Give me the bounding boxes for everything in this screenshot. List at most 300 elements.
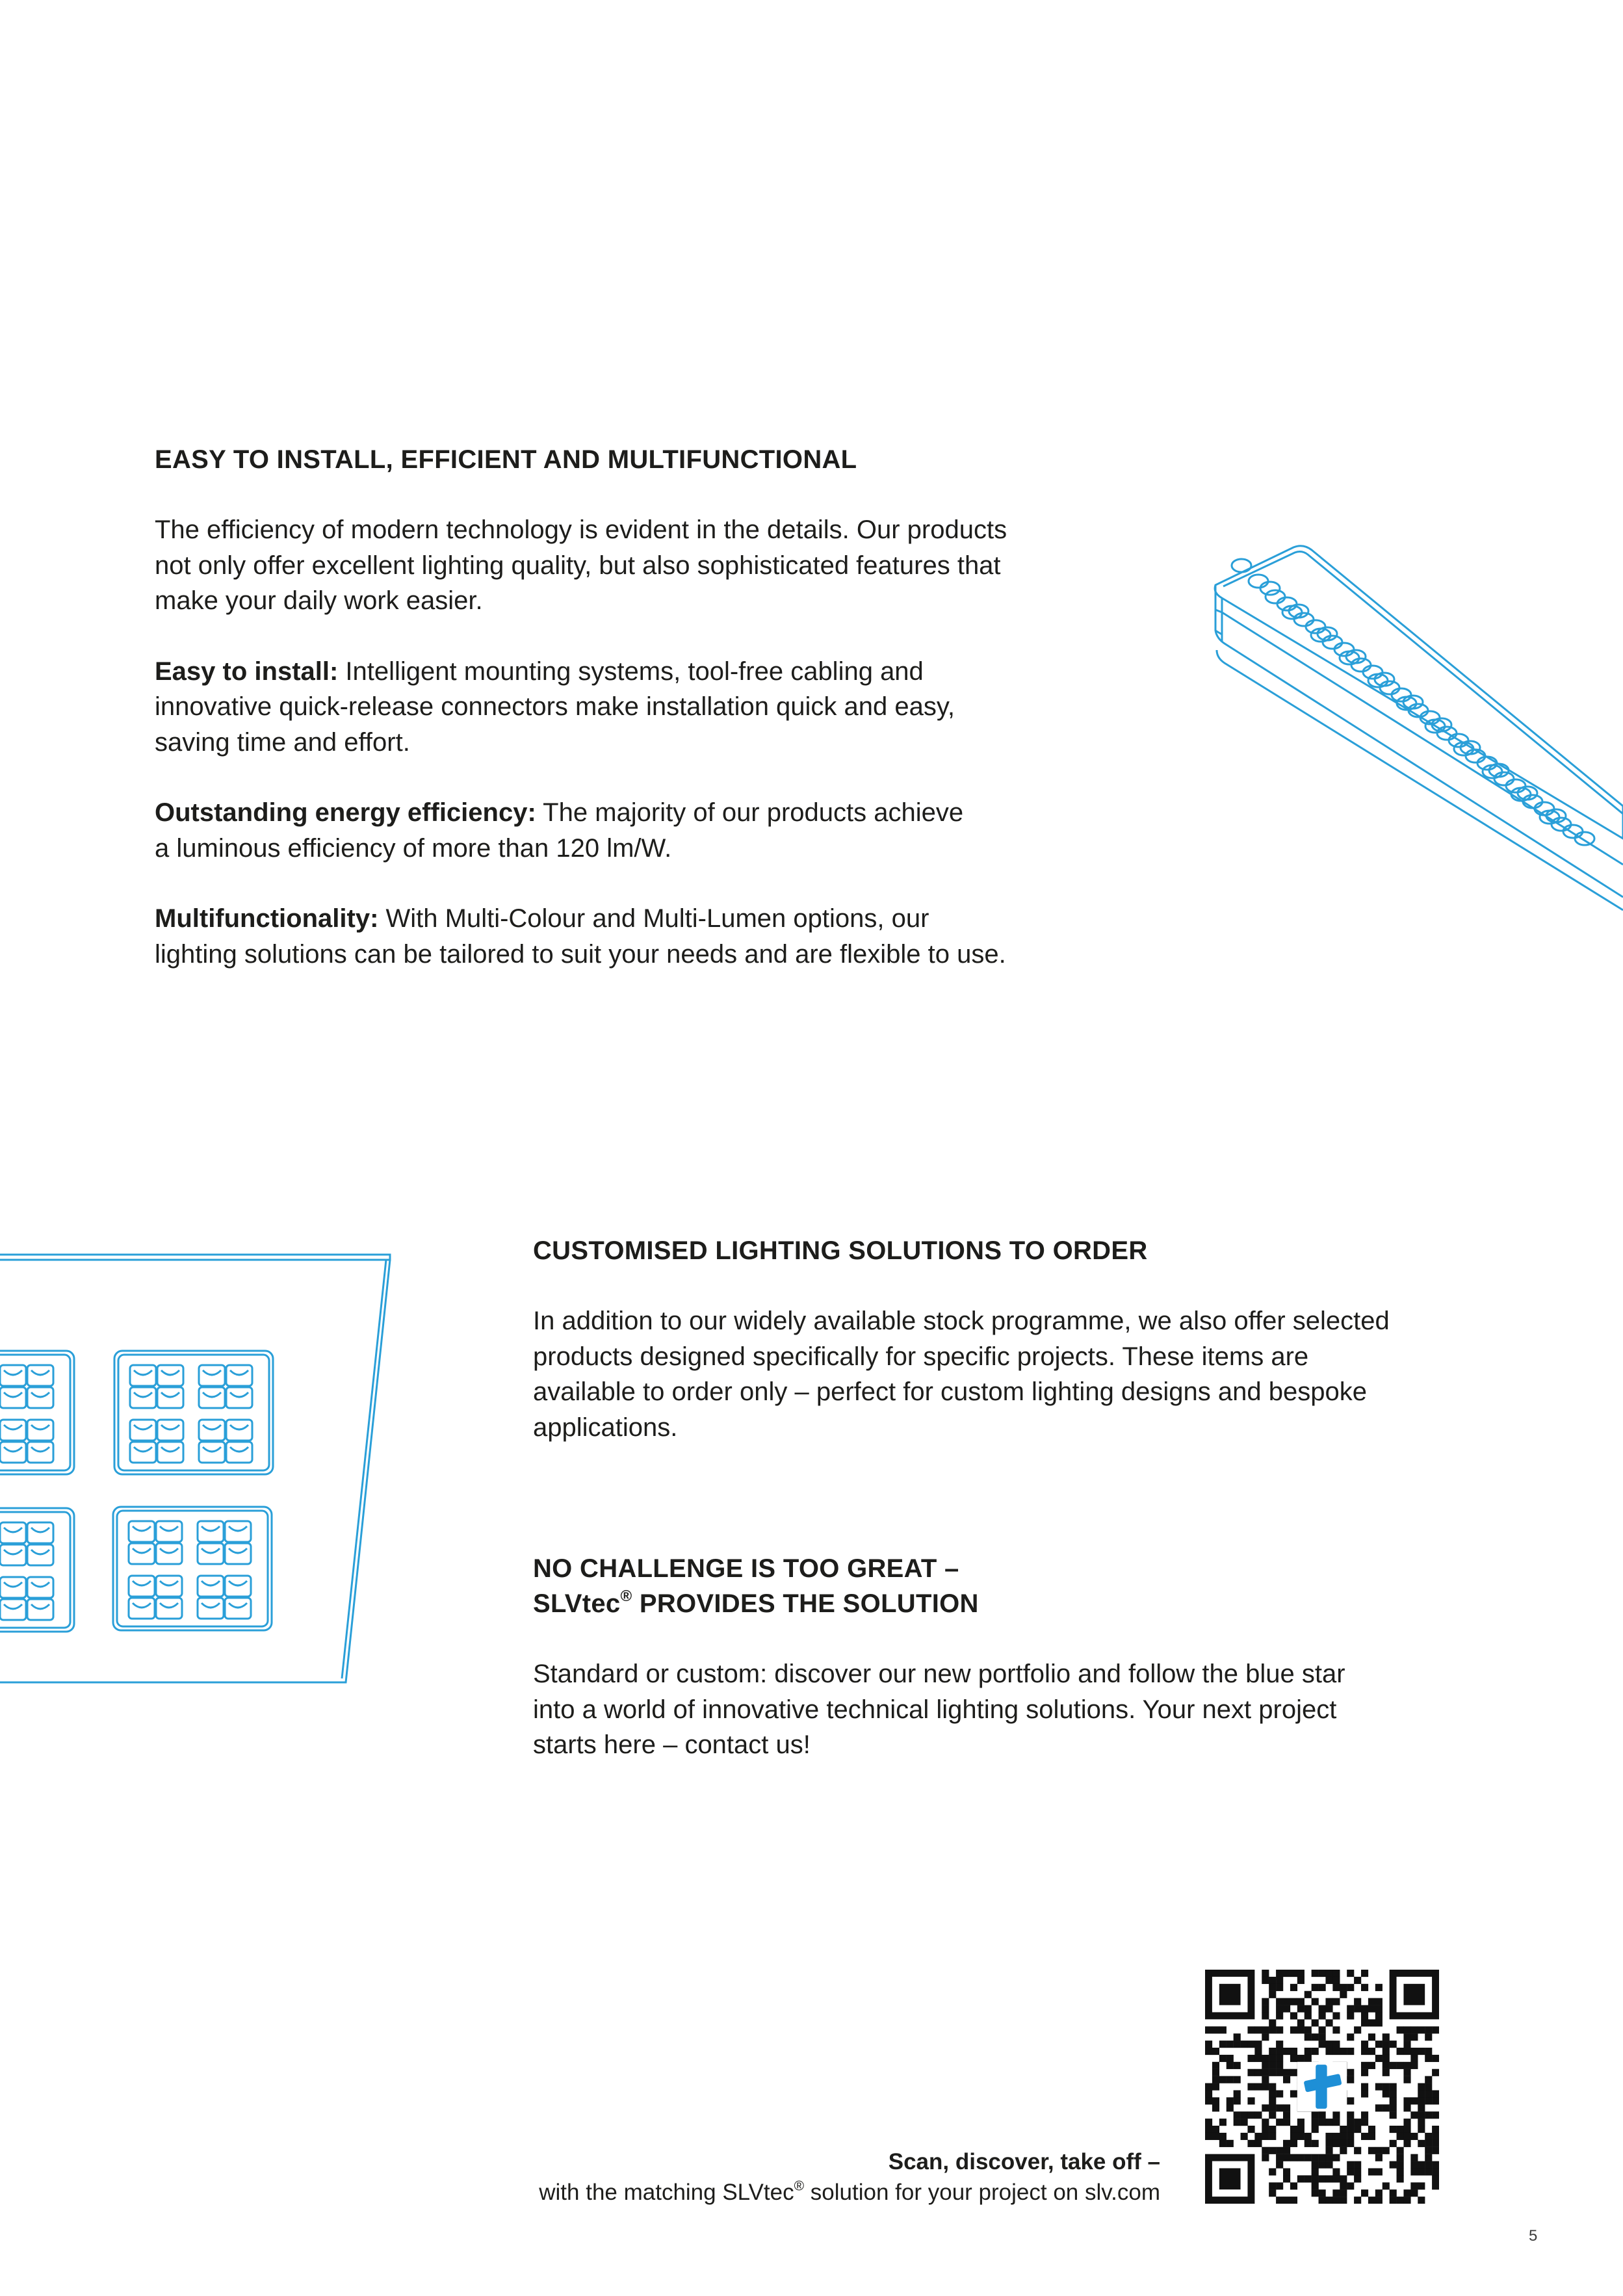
led-lens xyxy=(1563,825,1583,838)
qr-module xyxy=(1319,2005,1326,2013)
qr-module xyxy=(1390,2041,1397,2048)
qr-module xyxy=(1269,1977,1276,1984)
qr-module xyxy=(1340,2189,1347,2197)
lens-arc xyxy=(203,1392,221,1397)
qr-module xyxy=(1332,1970,1340,1977)
qr-module xyxy=(1425,2090,1432,2097)
qr-module xyxy=(1432,2090,1439,2097)
qr-module xyxy=(1276,2147,1283,2154)
qr-module xyxy=(1269,2104,1276,2111)
qr-module xyxy=(1262,2069,1269,2076)
qr-module xyxy=(1383,2069,1390,2076)
led-lens xyxy=(1523,795,1542,808)
lens-arc xyxy=(161,1392,179,1397)
qr-module xyxy=(1383,2062,1390,2069)
qr-module xyxy=(1354,2175,1361,2182)
qr-module xyxy=(1269,2126,1276,2133)
qr-module xyxy=(1276,2048,1283,2055)
qr-module xyxy=(1234,2119,1241,2126)
scan-caption-title: Scan, discover, take off – xyxy=(888,2149,1160,2174)
lens-arc xyxy=(229,1526,247,1531)
qr-module xyxy=(1332,1984,1340,1991)
feature-text: With Multi-Colour and Multi-Lumen options, our xyxy=(378,904,929,933)
qr-module xyxy=(1361,2090,1368,2097)
qr-module xyxy=(1418,2083,1425,2091)
section-heading: EASY TO INSTALL, EFFICIENT AND MULTIFUNCTIONAL xyxy=(155,445,857,474)
qr-module xyxy=(1375,2012,1383,2019)
led-lens xyxy=(1277,597,1297,610)
text-line: Standard or custom: discover our new portfolio and follow the blue star xyxy=(533,1660,1345,1688)
qr-module xyxy=(1418,2182,1425,2189)
qr-module xyxy=(1383,2041,1390,2048)
qr-module xyxy=(1219,2076,1227,2083)
qr-module xyxy=(1276,1984,1283,1991)
qr-module xyxy=(1390,2189,1397,2197)
qr-module xyxy=(1347,2133,1354,2140)
qr-module xyxy=(1297,2019,1305,2026)
qr-module xyxy=(1234,2097,1241,2104)
qr-module xyxy=(1347,2033,1354,2041)
qr-module xyxy=(1410,2097,1418,2104)
qr-module xyxy=(1410,2154,1418,2161)
qr-module xyxy=(1283,2104,1290,2111)
qr-module xyxy=(1305,2033,1312,2041)
qr-module xyxy=(1319,2111,1326,2119)
qr-module xyxy=(1375,2147,1383,2154)
qr-module xyxy=(1319,2041,1326,2048)
qr-module xyxy=(1368,1998,1375,2005)
qr-module xyxy=(1397,2197,1404,2204)
qr-module xyxy=(1227,2076,1234,2083)
qr-module xyxy=(1340,2182,1347,2189)
qr-module xyxy=(1305,2175,1312,2182)
qr-module xyxy=(1269,2147,1276,2154)
qr-module xyxy=(1397,2147,1404,2154)
qr-module xyxy=(1283,2005,1290,2013)
led-lens xyxy=(1535,802,1554,815)
qr-module xyxy=(1368,2197,1375,2204)
qr-module xyxy=(1347,2161,1354,2169)
qr-module xyxy=(1425,2154,1432,2161)
customised-paragraph xyxy=(533,1303,1469,1445)
qr-module xyxy=(1227,2062,1234,2069)
qr-module xyxy=(1383,2182,1390,2189)
qr-module xyxy=(1340,2048,1347,2055)
led-lens xyxy=(1351,659,1371,672)
qr-module xyxy=(1262,2055,1269,2062)
qr-module xyxy=(1403,2033,1410,2041)
qr-module xyxy=(1418,2197,1425,2204)
qr-module xyxy=(1375,2083,1383,2091)
qr-module xyxy=(1247,2097,1254,2104)
qr-module xyxy=(1354,2147,1361,2154)
qr-module xyxy=(1276,2012,1283,2019)
qr-module xyxy=(1432,2055,1439,2062)
qr-module xyxy=(1227,2041,1234,2048)
qr-module xyxy=(1325,2048,1332,2055)
qr-module xyxy=(1290,2055,1297,2062)
qr-module xyxy=(1347,1984,1354,1991)
qr-module xyxy=(1219,2041,1227,2048)
qr-module xyxy=(1390,2104,1397,2111)
qr-module xyxy=(1361,2111,1368,2119)
led-lens xyxy=(1392,688,1411,701)
qr-module xyxy=(1234,2033,1241,2041)
qr-module xyxy=(1375,1984,1383,1991)
qr-module xyxy=(1205,2048,1212,2055)
text-line: available to order only – perfect for custom lighting designs and bespoke xyxy=(533,1377,1367,1406)
qr-module xyxy=(1347,2182,1354,2189)
qr-module xyxy=(1219,2133,1227,2140)
qr-module xyxy=(1361,2062,1368,2069)
qr-module xyxy=(1425,2097,1432,2104)
qr-module xyxy=(1390,2197,1397,2204)
qr-module xyxy=(1262,2083,1269,2091)
qr-module xyxy=(1212,2062,1219,2069)
qr-module xyxy=(1354,1977,1361,1984)
qr-module xyxy=(1361,2048,1368,2055)
lens-arc xyxy=(31,1370,49,1375)
qr-module xyxy=(1347,2048,1354,2055)
panel-led-modules xyxy=(0,1351,273,1632)
qr-module xyxy=(1432,2147,1439,2154)
qr-module xyxy=(1332,2140,1340,2147)
qr-module xyxy=(1283,1998,1290,2005)
qr-module xyxy=(1361,1970,1368,1977)
qr-module xyxy=(1262,2012,1269,2019)
qr-module xyxy=(1312,2119,1319,2126)
lens-arc xyxy=(201,1603,220,1608)
feature-text: The majority of our products achieve xyxy=(536,798,964,827)
qr-module xyxy=(1290,2182,1297,2189)
qr-module xyxy=(1234,2076,1241,2083)
qr-module xyxy=(1403,2069,1410,2076)
caption-part: solution for your project on slv.com xyxy=(804,2180,1160,2205)
qr-module xyxy=(1227,2104,1234,2111)
qr-module xyxy=(1262,1977,1269,1984)
lens-arc xyxy=(31,1425,49,1429)
qr-module xyxy=(1354,2197,1361,2204)
qr-module xyxy=(1283,1970,1290,1977)
qr-module xyxy=(1227,2055,1234,2062)
qr-module xyxy=(1410,2161,1418,2169)
qr-module xyxy=(1425,2083,1432,2091)
qr-module xyxy=(1312,2033,1319,2041)
qr-module xyxy=(1432,2026,1439,2033)
qr-module xyxy=(1347,2119,1354,2126)
qr-module xyxy=(1297,2126,1305,2133)
qr-module xyxy=(1325,2041,1332,2048)
qr-module xyxy=(1432,2161,1439,2169)
led-lens xyxy=(1306,620,1325,633)
qr-module xyxy=(1269,2026,1276,2033)
qr-module xyxy=(1347,2076,1354,2083)
qr-module xyxy=(1368,2019,1375,2026)
qr-module xyxy=(1432,2175,1439,2182)
qr-module xyxy=(1269,2090,1276,2097)
qr-module xyxy=(1361,2005,1368,2013)
feature-energy-efficiency xyxy=(155,795,1091,866)
lens-arc xyxy=(4,1370,22,1375)
qr-module xyxy=(1276,2090,1283,2097)
qr-module xyxy=(1312,2111,1319,2119)
qr-module xyxy=(1262,2062,1269,2069)
qr-module xyxy=(1276,2197,1283,2204)
qr-module xyxy=(1205,2041,1212,2048)
qr-module xyxy=(1347,2012,1354,2019)
qr-module xyxy=(1241,2133,1248,2140)
qr-module xyxy=(1290,2126,1297,2133)
text-line: applications. xyxy=(533,1413,678,1442)
qr-module xyxy=(1269,2062,1276,2069)
qr-module xyxy=(1297,2055,1305,2062)
qr-module xyxy=(1305,2140,1312,2147)
lens-arc xyxy=(4,1425,22,1429)
qr-module xyxy=(1383,2083,1390,2091)
qr-module xyxy=(1390,2140,1397,2147)
qr-module xyxy=(1312,2154,1319,2161)
qr-module xyxy=(1241,2111,1248,2119)
qr-module xyxy=(1205,2083,1212,2091)
qr-module xyxy=(1332,2048,1340,2055)
qr-module xyxy=(1375,2005,1383,2013)
qr-module xyxy=(1432,2097,1439,2104)
qr-module xyxy=(1361,2133,1368,2140)
qr-module xyxy=(1383,2104,1390,2111)
qr-module xyxy=(1418,2119,1425,2126)
qr-module xyxy=(1319,2033,1326,2041)
caption-part: with the matching SLVtec xyxy=(539,2180,794,2205)
qr-module xyxy=(1276,1970,1283,1977)
qr-module xyxy=(1390,2111,1397,2119)
qr-module xyxy=(1361,2119,1368,2126)
text-line: into a world of innovative technical lighting solutions. Your next project xyxy=(533,1695,1337,1724)
qr-module xyxy=(1325,2140,1332,2147)
qr-module xyxy=(1375,2189,1383,2197)
panel-module xyxy=(0,1508,74,1632)
qr-module xyxy=(1432,2111,1439,2119)
qr-module xyxy=(1397,2161,1404,2169)
qr-module xyxy=(1425,2168,1432,2175)
qr-module xyxy=(1361,2041,1368,2048)
qr-module xyxy=(1297,2026,1305,2033)
led-lens xyxy=(1477,757,1497,770)
qr-module xyxy=(1305,2154,1312,2161)
qr-module xyxy=(1319,2161,1326,2169)
qr-module xyxy=(1375,2104,1383,2111)
qr-module xyxy=(1262,2133,1269,2140)
qr-module xyxy=(1375,2154,1383,2161)
qr-module xyxy=(1262,2104,1269,2111)
qr-module xyxy=(1212,2076,1219,2083)
qr-module xyxy=(1347,2168,1354,2175)
qr-module xyxy=(1269,1991,1276,1998)
qr-module xyxy=(1354,2119,1361,2126)
qr-module xyxy=(1247,2140,1254,2147)
led-lens xyxy=(1249,575,1268,588)
led-lens xyxy=(1466,750,1485,763)
qr-module xyxy=(1340,2140,1347,2147)
lens-arc xyxy=(31,1392,49,1397)
qr-module xyxy=(1297,2175,1305,2182)
qr-module xyxy=(1354,2005,1361,2013)
qr-module xyxy=(1276,2104,1283,2111)
qr-module xyxy=(1425,2147,1432,2154)
qr-module xyxy=(1361,2012,1368,2019)
qr-module xyxy=(1269,2182,1276,2189)
qr-module xyxy=(1375,1998,1383,2005)
qr-module xyxy=(1219,2119,1227,2126)
qr-module xyxy=(1276,1977,1283,1984)
led-lens xyxy=(1506,779,1526,792)
qr-module xyxy=(1368,2147,1375,2154)
qr-module xyxy=(1247,2083,1254,2091)
qr-module xyxy=(1403,2026,1410,2033)
qr-module xyxy=(1332,2111,1340,2119)
qr-module xyxy=(1305,2026,1312,2033)
feature-text: lighting solutions can be tailored to suit your needs and are flexible to use. xyxy=(155,939,1006,969)
qr-module xyxy=(1319,2175,1326,2182)
lens-arc xyxy=(133,1603,151,1608)
qr-module xyxy=(1390,2126,1397,2133)
qr-code[interactable] xyxy=(1205,1970,1439,2204)
qr-module xyxy=(1290,2197,1297,2204)
lens-arc xyxy=(134,1425,152,1429)
qr-module xyxy=(1390,2097,1397,2104)
qr-module xyxy=(1276,2041,1283,2048)
qr-module xyxy=(1332,2041,1340,2048)
lens-arc xyxy=(230,1425,248,1429)
qr-module xyxy=(1312,1984,1319,1991)
qr-module xyxy=(1212,2104,1219,2111)
qr-module xyxy=(1390,2090,1397,2097)
qr-module xyxy=(1319,2189,1326,2197)
qr-module xyxy=(1212,2126,1219,2133)
qr-module xyxy=(1332,2026,1340,2033)
qr-module xyxy=(1276,2161,1283,2169)
qr-module xyxy=(1312,2161,1319,2169)
qr-module xyxy=(1397,2048,1404,2055)
led-lens xyxy=(1380,681,1399,694)
lens-arc xyxy=(4,1392,22,1397)
qr-module xyxy=(1305,2055,1312,2062)
lens-arc xyxy=(134,1392,152,1397)
qr-module xyxy=(1227,2140,1234,2147)
lens-arc xyxy=(201,1548,220,1553)
lens-arc xyxy=(31,1550,49,1554)
qr-module xyxy=(1390,2062,1397,2069)
qr-module xyxy=(1276,2069,1283,2076)
qr-module xyxy=(1254,2111,1262,2119)
lens-arc xyxy=(229,1581,247,1585)
qr-module xyxy=(1397,2026,1404,2033)
lens-arc xyxy=(160,1581,178,1585)
qr-module xyxy=(1403,2189,1410,2197)
qr-module xyxy=(1340,1984,1347,1991)
lens-arc xyxy=(229,1548,247,1553)
qr-module xyxy=(1262,1970,1269,1977)
qr-module xyxy=(1319,1984,1326,1991)
qr-module xyxy=(1247,2026,1254,2033)
qr-module xyxy=(1432,2182,1439,2189)
qr-module xyxy=(1312,1998,1319,2005)
intro-line: The efficiency of modern technology is evident in the details. Our products xyxy=(155,515,1007,544)
qr-module xyxy=(1290,1970,1297,1977)
feature-multifunctionality xyxy=(155,901,1091,972)
qr-module xyxy=(1290,2012,1297,2019)
qr-module xyxy=(1254,2041,1262,2048)
qr-module xyxy=(1205,2119,1212,2126)
qr-module xyxy=(1227,2097,1234,2104)
qr-module xyxy=(1390,2161,1397,2169)
qr-module xyxy=(1254,2083,1262,2091)
qr-module xyxy=(1234,2041,1241,2048)
qr-module xyxy=(1269,2097,1276,2104)
qr-module xyxy=(1347,2005,1354,2013)
qr-module xyxy=(1325,2133,1332,2140)
registered-mark: ® xyxy=(794,2178,805,2194)
qr-module xyxy=(1368,2033,1375,2041)
qr-module xyxy=(1212,2097,1219,2104)
qr-finder-center xyxy=(1219,2168,1241,2189)
qr-module xyxy=(1397,2154,1404,2161)
qr-module xyxy=(1276,2182,1283,2189)
lens-arc xyxy=(229,1603,247,1608)
qr-module xyxy=(1269,2168,1276,2175)
qr-module xyxy=(1340,2197,1347,2204)
qr-module xyxy=(1305,1991,1312,1998)
qr-module xyxy=(1262,2076,1269,2083)
qr-module xyxy=(1247,2111,1254,2119)
text-line: In addition to our widely available stock programme, we also offer selected xyxy=(533,1307,1390,1335)
qr-module xyxy=(1368,2062,1375,2069)
qr-module xyxy=(1383,2055,1390,2062)
qr-module xyxy=(1269,2189,1276,2197)
qr-module xyxy=(1403,2119,1410,2126)
qr-module xyxy=(1347,2111,1354,2119)
qr-module xyxy=(1319,2197,1326,2204)
qr-module xyxy=(1403,2097,1410,2104)
qr-module xyxy=(1418,2126,1425,2133)
qr-module xyxy=(1354,2168,1361,2175)
qr-module xyxy=(1212,2048,1219,2055)
qr-module xyxy=(1332,2175,1340,2182)
lens-arc xyxy=(134,1447,152,1452)
qr-module xyxy=(1325,2161,1332,2169)
qr-module xyxy=(1375,2197,1383,2204)
lens-arc xyxy=(230,1370,248,1375)
led-lens xyxy=(1494,772,1514,785)
lens-arc xyxy=(4,1550,22,1554)
qr-module xyxy=(1340,1991,1347,1998)
qr-module xyxy=(1212,2026,1219,2033)
qr-module xyxy=(1425,2048,1432,2055)
qr-module xyxy=(1254,2133,1262,2140)
qr-module xyxy=(1418,2104,1425,2111)
qr-module xyxy=(1269,2069,1276,2076)
qr-module xyxy=(1254,2026,1262,2033)
lens-arc xyxy=(160,1548,178,1553)
qr-module xyxy=(1340,2175,1347,2182)
lens-arc xyxy=(4,1447,22,1452)
qr-module xyxy=(1325,2147,1332,2154)
lens-arc xyxy=(203,1447,221,1452)
qr-module xyxy=(1290,2140,1297,2147)
qr-module xyxy=(1347,2069,1354,2076)
qr-module xyxy=(1283,2119,1290,2126)
lens-arc xyxy=(230,1447,248,1452)
qr-module xyxy=(1361,2083,1368,2091)
